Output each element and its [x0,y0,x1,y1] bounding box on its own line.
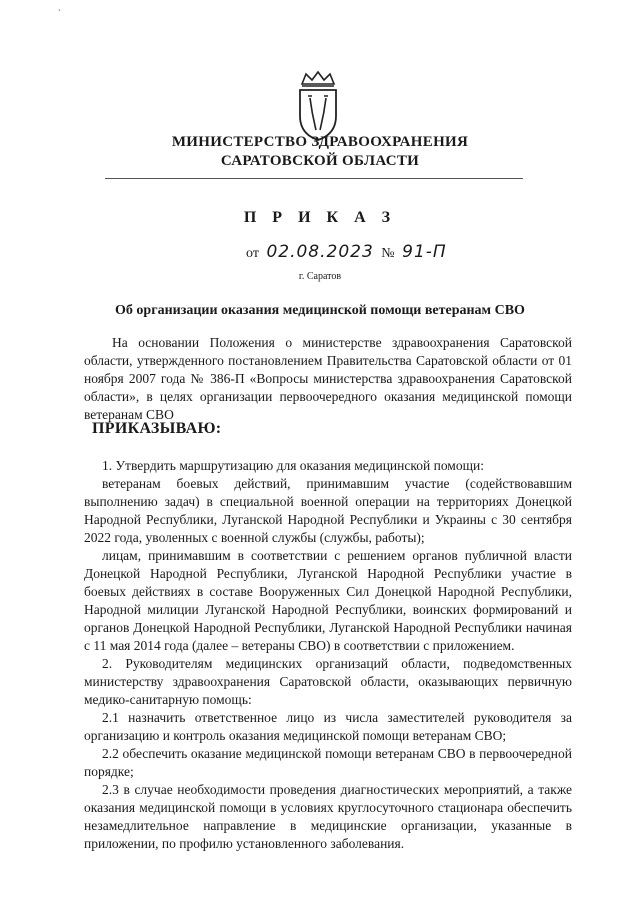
coat-of-arms-icon [290,70,346,142]
date-number-line [246,242,451,262]
item-1: 1. Утвердить маршрутизацию для оказания медицинской помощи: [102,458,484,473]
item-2-3: 2.3 в случае необходимости проведения диагностических мероприятий, а также оказания медицинской помощи в условиях круглосуточного стационара обеспечить незамедлительное направление в медицинские организации, указанные в приложении, по профилю установленного заболевания. [84,782,572,851]
city-label: г. Саратов [298,271,342,282]
ministry-name-line2: САРАТОВСКОЙ ОБЛАСТИ [220,153,420,169]
ministry-name-line1: МИНИСТЕРСТВО ЗДРАВООХРАНЕНИЯ [171,134,469,150]
document-title: П Р И К А З [243,209,397,226]
header-divider [105,178,523,179]
handwritten-number: 91-П [402,242,447,262]
order-subject: Об организации оказания медицинской помощи ветеранам СВО [115,303,525,318]
item-1-veterans: ветеранам боевых действий, принимавшим участие (содействовавшим выполнению задач) в специальной военной операции на территориях Донецкой Народной Республики, Луганской Народной Республики и Украины с 30 сентября 2022 года, уволенных с военной службы (службы, работы); [84,476,572,545]
date-prefix: от [246,246,259,261]
item-2: 2. Руководителям медицинских организаций области, подведомственных министерству здравоохранения Саратовской области, оказывающих первичную медико-санитарную помощь: [84,656,572,707]
order-items [84,457,572,853]
preamble-paragraph: На основании Положения о министерстве здравоохранения Саратовской области, утвержденного постановлением Правительства Саратовской области от 01 ноября 2007 года № 386-П «Вопросы министерства здравоохранения Саратовской области», в целях организации первоочередного оказания медицинской помощи ветеранам СВО [84,335,572,422]
item-2-2: 2.2 обеспечить оказание медицинской помощи ветеранам СВО в первоочередной порядке; [84,746,572,779]
scan-mark: ` [58,8,61,18]
item-2-1: 2.1 назначить ответственное лицо из числа заместителей руководителя за организацию и контроль оказания медицинской помощи ветеранам СВО; [84,710,572,743]
number-prefix: № [381,246,395,261]
order-keyword: ПРИКАЗЫВАЮ: [92,420,222,437]
handwritten-date: 02.08.2023 [266,242,374,262]
preamble-block [84,334,572,424]
item-1-persons: лицам, принимавшим в соответствии с решением органов публичной власти Донецкой Народной Республики, Луганской Народной Республики участие в боевых действиях в составе Вооруженных Сил Донецкой Народной Республики, Народной милиции Луганской Народной Республики, воинских формирований и органов Донецкой Народной Республики, Луганской Народной Республики начиная с 11 мая 2014 года (далее – ветераны СВО) в соответствии с приложением. [84,548,572,653]
